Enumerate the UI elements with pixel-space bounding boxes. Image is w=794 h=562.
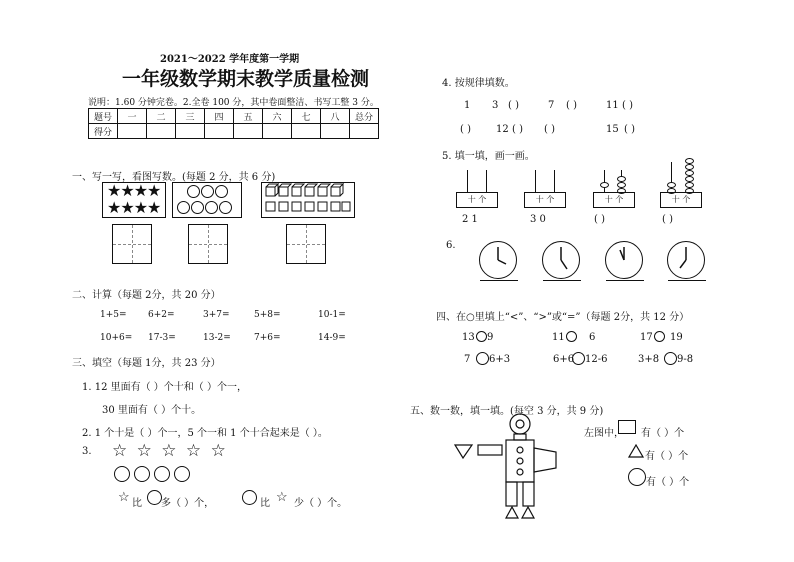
section-5-title: 五、数一数，填一填。(每空 3 分，共 9 分) <box>410 406 604 417</box>
score-input-cell[interactable] <box>234 124 263 139</box>
clock-answer-line[interactable] <box>668 280 706 281</box>
question-2: 2. 1 个十是（ ）个一，5 个一和 1 个十合起来是（ ）。 <box>82 428 328 439</box>
compare-left: 13 <box>462 332 475 343</box>
score-table <box>88 108 379 139</box>
compare-circle[interactable] <box>664 352 677 365</box>
compare-right: 12-6 <box>585 354 608 365</box>
compare-right: 6+3 <box>489 354 511 365</box>
compare-circle[interactable] <box>566 331 577 342</box>
question-3-text-a: 比 <box>132 498 142 509</box>
score-table-score-row <box>89 124 379 139</box>
star-icon-row: ☆ ☆ ☆ ☆ ☆ <box>112 441 228 461</box>
equation: 3+7= <box>203 310 230 320</box>
pattern-blank[interactable]: ( ) <box>624 124 635 135</box>
count-squares: 有（ ）个 <box>641 428 685 439</box>
compare-circle[interactable] <box>572 352 585 365</box>
answer-box-1[interactable] <box>112 224 152 264</box>
equation: 10+6= <box>100 333 133 343</box>
compare-left: 17 <box>640 332 653 343</box>
bead-icon <box>600 182 609 188</box>
cube-icons <box>262 183 354 217</box>
question-1b: 30 里面有（ ）个十。 <box>102 405 202 416</box>
clock-answer-line[interactable] <box>543 280 581 281</box>
abacus-3: 十 个 <box>593 192 635 208</box>
score-cell: 八 <box>321 109 350 124</box>
compare-right: 9 <box>487 332 494 343</box>
score-cell: 五 <box>234 109 263 124</box>
question-1a: 1. 12 里面有（ ）个十和（ ）个一， <box>82 382 247 393</box>
question-3-text-d: 少（ ）个。 <box>294 498 348 509</box>
circle-icon <box>187 185 200 198</box>
score-input-cell[interactable] <box>263 124 292 139</box>
pattern-item: 11 <box>606 100 619 111</box>
clock-icon <box>667 241 705 279</box>
compare-right: 6 <box>589 332 596 343</box>
compare-left: 6+6 <box>553 354 575 365</box>
circle-icon <box>215 185 228 198</box>
triangle-icon <box>628 444 644 458</box>
count-triangles: 有（ ）个 <box>645 451 689 462</box>
compare-left: 7 <box>464 354 471 365</box>
abacus-answer: 3 0 <box>530 214 546 225</box>
circle-icon <box>242 490 257 505</box>
circle-icon <box>201 185 214 198</box>
score-input-cell[interactable] <box>176 124 205 139</box>
equation: 7+6= <box>254 333 281 343</box>
circle-icon <box>205 201 218 214</box>
count-circles: 有（ ）个 <box>646 477 690 488</box>
pattern-item: 12 <box>496 124 509 135</box>
robot-figure <box>450 412 570 522</box>
score-input-cell[interactable] <box>350 124 379 139</box>
score-input-cell[interactable] <box>118 124 147 139</box>
score-cell: 二 <box>147 109 176 124</box>
pattern-blank[interactable]: ( ) <box>460 124 471 135</box>
equation: 14-9= <box>318 333 346 343</box>
clock-answer-line[interactable] <box>480 280 518 281</box>
circle-icon <box>114 466 130 482</box>
score-cell: 四 <box>205 109 234 124</box>
abacus-answer: 2 1 <box>462 214 478 225</box>
equation: 10-1= <box>318 310 346 320</box>
equation: 5+8= <box>254 310 281 320</box>
pattern-blank[interactable]: ( ) <box>508 100 519 111</box>
score-input-cell[interactable] <box>147 124 176 139</box>
clock-answer-line[interactable] <box>606 280 644 281</box>
equation: 6+2= <box>148 310 175 320</box>
abacus-rod <box>486 170 487 193</box>
compare-left: 11 <box>552 332 565 343</box>
count-lead: 左图中， <box>584 428 624 439</box>
score-cell: 得分 <box>89 124 118 139</box>
question-3: 3. <box>82 446 92 457</box>
equation: 13-2= <box>203 333 231 343</box>
pattern-item: 15 <box>606 124 619 135</box>
cubes-picture <box>261 182 355 218</box>
question-3-text-b: 多（ ）个， <box>161 498 215 509</box>
abacus-answer[interactable]: ( ) <box>662 214 673 225</box>
circle-icon <box>147 490 162 505</box>
section-1-title: 一、写一写，看图写数。(每题 2 分，共 6 分) <box>72 172 276 183</box>
pattern-blank[interactable]: ( ) <box>566 100 577 111</box>
score-cell: 六 <box>263 109 292 124</box>
star-icon: ☆ <box>118 490 130 505</box>
abacus-1: 十 个 <box>456 192 498 208</box>
compare-circle[interactable] <box>476 352 489 365</box>
abacus-rod <box>554 170 555 193</box>
circles-picture <box>172 182 242 218</box>
pattern-item: 3 <box>492 100 499 111</box>
abacus-4: 十 个 <box>660 192 702 208</box>
score-input-cell[interactable] <box>321 124 350 139</box>
section-2-title: 二、计算（每题 2分，共 20 分） <box>72 290 221 301</box>
pattern-item: 7 <box>548 100 555 111</box>
compare-circle[interactable] <box>476 331 487 342</box>
score-table-header-row <box>89 109 379 124</box>
circle-icon <box>177 201 190 214</box>
compare-circle[interactable] <box>654 331 665 342</box>
clock-icon <box>605 241 643 279</box>
compare-left: 3+8 <box>638 354 660 365</box>
score-input-cell[interactable] <box>205 124 234 139</box>
score-cell: 三 <box>176 109 205 124</box>
pattern-blank[interactable]: ( ) <box>622 100 633 111</box>
section-3-title: 三、填空（每题 1分，共 23 分） <box>72 358 221 369</box>
star-icon-row: ★★★★ <box>107 181 161 200</box>
square-icon <box>618 420 636 434</box>
page-title: 一年级数学期末教学质量检测 <box>122 68 370 90</box>
circle-icon <box>191 201 204 214</box>
circle-icon <box>174 466 190 482</box>
abacus-rod <box>467 170 468 193</box>
clock-icon <box>542 241 580 279</box>
pattern-item: 1 <box>464 100 471 111</box>
pattern-blank[interactable]: ( ) <box>512 124 523 135</box>
score-cell: 七 <box>292 109 321 124</box>
stars-picture <box>102 182 166 218</box>
score-input-cell[interactable] <box>292 124 321 139</box>
score-cell: 一 <box>118 109 147 124</box>
abacus-title: 5. 填一填，画一画。 <box>442 151 535 162</box>
section-4-title: 四、在○里填上“<”、“>”或“=”（每题 2分，共 12 分） <box>436 312 690 323</box>
equation: 1+5= <box>100 310 127 320</box>
star-icon-row: ★★★★ <box>107 198 161 217</box>
clock-icon <box>479 241 517 279</box>
circle-icon <box>219 201 232 214</box>
abacus-2: 十 个 <box>524 192 566 208</box>
score-cell: 总分 <box>350 109 379 124</box>
school-year: 2021～2022 学年度第一学期 <box>160 54 300 65</box>
instructions: 说明：1.60 分钟完卷。2.全卷 100 分，其中卷面整洁、书写工整 3 分。 <box>88 98 379 108</box>
answer-box-3[interactable] <box>286 224 326 264</box>
star-icon: ☆ <box>276 490 288 505</box>
circle-icon <box>628 468 646 486</box>
compare-right: 9-8 <box>677 354 694 365</box>
circle-icon <box>134 466 150 482</box>
answer-box-2[interactable] <box>188 224 228 264</box>
compare-right: 19 <box>670 332 683 343</box>
question-3-text-c: 比 <box>260 498 270 509</box>
pattern-blank[interactable]: ( ) <box>544 124 555 135</box>
abacus-rod <box>535 170 536 193</box>
score-cell: 题号 <box>89 109 118 124</box>
clock-question: 6. <box>446 240 456 251</box>
circle-icon <box>154 466 170 482</box>
abacus-answer[interactable]: ( ) <box>594 214 605 225</box>
pattern-title: 4. 按规律填数。 <box>442 78 515 89</box>
equation: 17-3= <box>148 333 176 343</box>
